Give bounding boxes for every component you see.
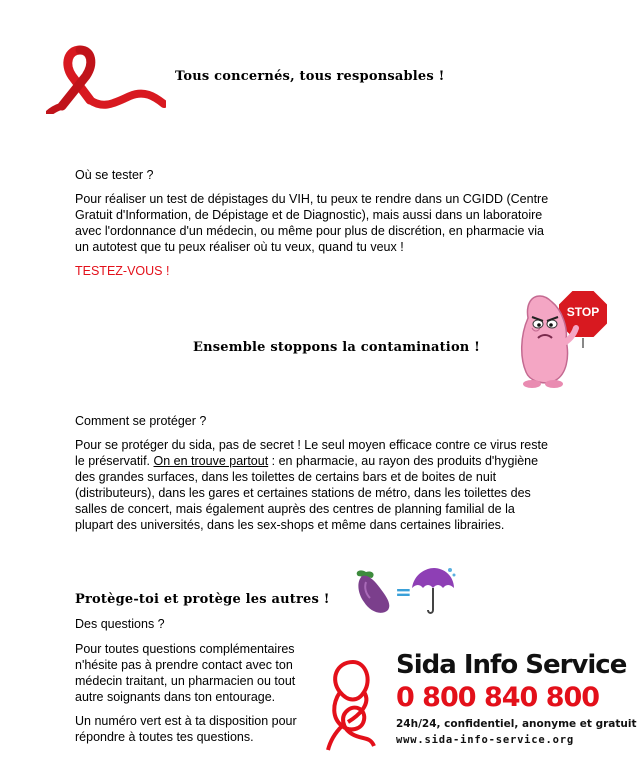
red-ribbon-swirl-icon bbox=[318, 652, 388, 752]
paragraph-how-protect bbox=[75, 437, 553, 533]
sis-phone: 0 800 840 800 bbox=[396, 682, 600, 713]
stop-sign-label: STOP bbox=[566, 305, 600, 319]
paragraph-protect-rest: : en pharmacie, au rayon des produits d'hygiène des grandes surfaces, dans les toilettes de certains bars et de boites de nuit (distributeurs), dans les gares et certaines stations de métro, dans les toilettes des salles de concert, mais également auprès des centres de planning familial de la plupart des universités, dans les sex-shops et même dans certaines librairies. bbox=[75, 454, 539, 532]
question-des-questions: Des questions ? bbox=[75, 617, 165, 631]
sis-name: Sida Info Service bbox=[396, 650, 627, 680]
paragraph-protect-intro: Pour se protéger du sida, pas de secret ! Le seul moyen efficace contre ce virus reste le préservatif. bbox=[75, 438, 548, 468]
cta-testez-vous: TESTEZ-VOUS ! bbox=[75, 264, 170, 278]
page-title: Tous concernés, tous responsables ! bbox=[175, 69, 445, 84]
section-title-protect: Protège-toi et protège les autres ! bbox=[75, 592, 330, 607]
stop-condom-mascot-icon bbox=[510, 288, 610, 392]
question-where-test: Où se tester ? bbox=[75, 168, 154, 182]
section-title-stop: Ensemble stoppons la contamination ! bbox=[193, 340, 481, 355]
sis-tagline: 24h/24, confidentiel, anonyme et gratuit bbox=[396, 718, 637, 730]
equals-sign: = bbox=[395, 580, 412, 604]
paragraph-protect-underlined: On en trouve partout bbox=[153, 454, 269, 468]
eggplant-icon bbox=[350, 568, 392, 616]
sida-info-service-logo bbox=[316, 648, 637, 754]
red-ribbon-icon bbox=[46, 44, 166, 114]
sis-website: www.sida-info-service.org bbox=[396, 734, 575, 746]
paragraph-where-test: Pour réaliser un test de dépistages du VIH, tu peux te rendre dans un CGIDD (Centre Gratuit d'Information, de Dépistage et de Diagnostic), mais aussi dans un laboratoire avec l'ordonnance d'un médecin, ou même pour plus de discrétion, en pharmacie via un autotest que tu peux réaliser où tu veux, quand tu veux ! bbox=[75, 192, 549, 254]
umbrella-icon bbox=[410, 566, 456, 616]
paragraph-contact: Pour toutes questions complémentaires n'hésite pas à prendre contact avec ton médecin traitant, un pharmacien ou tout autre soignants dans ton entourage. bbox=[75, 642, 296, 704]
paragraph-numero-vert: Un numéro vert est à ta disposition pour répondre à toutes tes questions. bbox=[75, 714, 297, 744]
question-how-protect: Comment se protéger ? bbox=[75, 414, 207, 428]
